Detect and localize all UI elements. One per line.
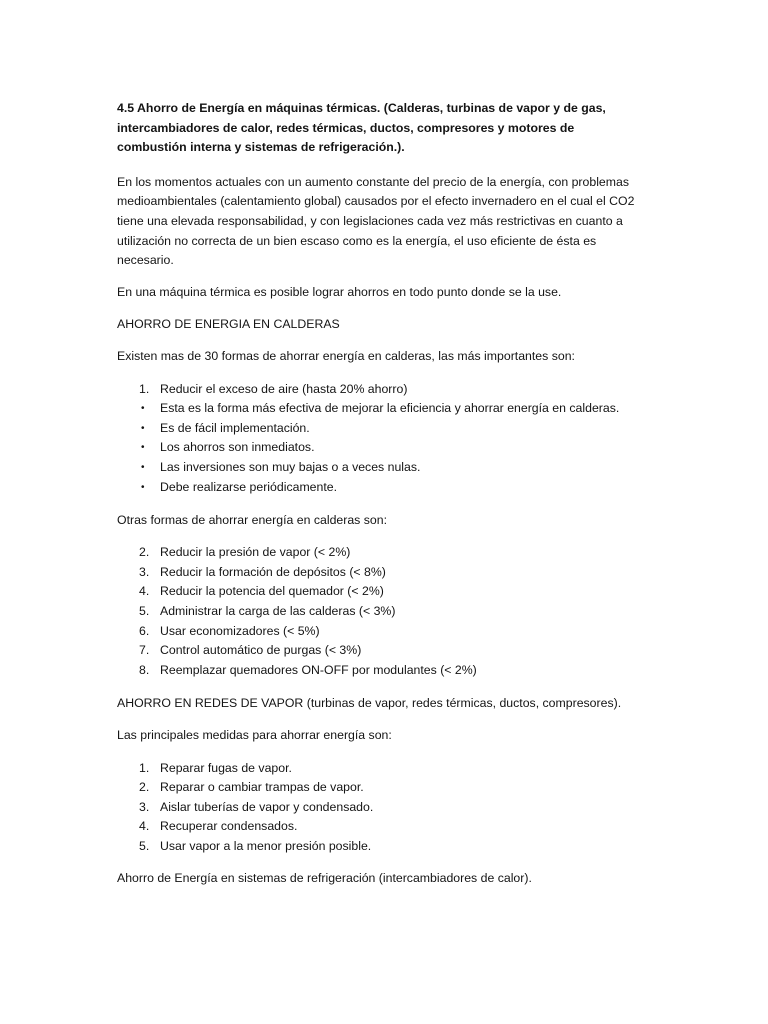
list-number: 2. [139,780,150,795]
boiler-intro: Existen mas de 30 formas de ahorrar energía en calderas, las más importantes son: [117,349,575,364]
list-item [117,759,637,779]
list-item [117,837,637,857]
list-item-text: Esta es la forma más efectiva de mejorar la eficiencia y ahorrar energía en calderas. [160,401,620,416]
bullet-icon: • [141,422,145,434]
list-number: 6. [139,623,150,638]
list-number: 1. [139,381,150,396]
list-item-text: Usar economizadores (< 5%) [160,623,320,638]
list-number: 7. [139,643,150,658]
boiler-section-title: AHORRO DE ENERGIA EN CALDERAS [117,317,340,332]
boiler-main-list [117,380,637,498]
list-item-text: Debe realizarse periódicamente. [160,479,338,494]
bullet-icon: • [141,403,145,415]
list-item-text: Administrar la carga de las calderas (< 3%) [160,603,396,618]
list-item-text: Reemplazar quemadores ON-OFF por modulantes (< 2%) [160,662,477,677]
list-item-text: Reparar fugas de vapor. [160,760,292,775]
list-item-text: Aislar tuberías de vapor y condensado. [160,799,374,814]
list-item [117,778,637,798]
steam-section-title: AHORRO EN REDES DE VAPOR (turbinas de vapor, redes térmicas, ductos, compresores). [117,696,622,711]
list-item [117,438,637,458]
refrigeration-paragraph: Ahorro de Energía en sistemas de refrigeración (intercambiadores de calor). [117,870,532,885]
list-number: 3. [139,564,150,579]
list-item-text: Reducir la formación de depósitos (< 8%) [160,564,386,579]
bullet-icon: • [141,461,145,473]
other-boiler-list [117,543,637,680]
list-number: 4. [139,819,150,834]
section-heading: 4.5 Ahorro de Energía en máquinas térmicas. (Calderas, turbinas de vapor y de gas, intercambiadores de calor, redes térmicas, ductos, compresores y motores de combustión interna y sistemas de refrigeración.). [117,101,606,155]
list-item [117,399,637,419]
list-item [117,380,637,400]
steam-intro: Las principales medidas para ahorrar energía son: [117,728,392,743]
list-item-text: Reparar o cambiar trampas de vapor. [160,780,364,795]
list-number: 8. [139,662,150,677]
list-item-text: Control automático de purgas (< 3%) [160,643,362,658]
bullet-icon: • [141,481,145,493]
list-item-text: Reducir la potencia del quemador (< 2%) [160,584,384,599]
list-number: 4. [139,584,150,599]
list-item [117,563,637,583]
list-item [117,798,637,818]
list-item [117,641,637,661]
other-boiler-intro: Otras formas de ahorrar energía en calderas son: [117,513,387,528]
list-item-text: Reducir la presión de vapor (< 2%) [160,545,351,560]
list-number: 1. [139,760,150,775]
list-number: 5. [139,603,150,618]
list-number: 2. [139,545,150,560]
list-item [117,478,637,498]
list-item [117,622,637,642]
list-item-text: Es de fácil implementación. [160,420,310,435]
list-item [117,543,637,563]
list-item-text: Las inversiones son muy bajas o a veces nulas. [160,459,421,474]
list-item-text: Recuperar condensados. [160,819,298,834]
thermal-machine-paragraph: En una máquina térmica es posible lograr ahorros en todo punto donde se la use. [117,285,562,300]
list-number: 5. [139,838,150,853]
bullet-icon: • [141,442,145,454]
list-item-text: Usar vapor a la menor presión posible. [160,838,372,853]
list-item [117,419,637,439]
list-item [117,458,637,478]
list-item [117,817,637,837]
steam-list [117,759,637,857]
list-item [117,602,637,622]
list-item-text: Reducir el exceso de aire (hasta 20% ahorro) [160,381,408,396]
list-item-text: Los ahorros son inmediatos. [160,440,315,455]
list-number: 3. [139,799,150,814]
intro-paragraph: En los momentos actuales con un aumento constante del precio de la energía, con problemas medioambientales (calentamiento global) causados por el efecto invernadero en el cual el CO2 tiene una elevada responsabilidad, y con legislaciones cada vez más restrictivas en cuanto a utilización no correcta de un bien escaso como es la energía, el uso eficiente de ésta es necesario. [117,174,635,268]
list-item [117,582,637,602]
document-content [117,99,637,901]
list-item [117,661,637,681]
